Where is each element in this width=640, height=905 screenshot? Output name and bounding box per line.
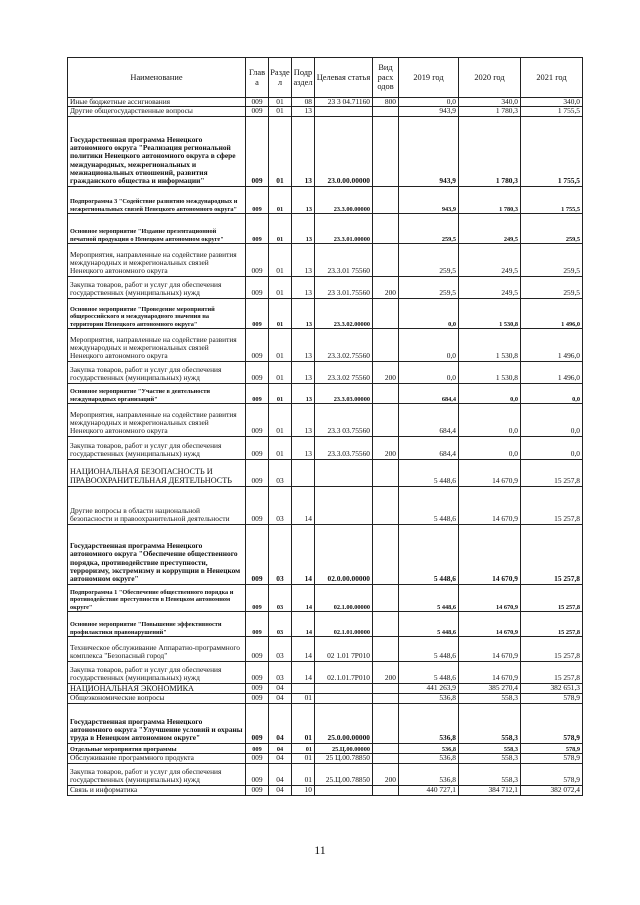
table-row bbox=[68, 683, 583, 693]
table-body bbox=[68, 98, 583, 796]
cell-2020: 249,5 bbox=[459, 276, 521, 298]
header-article: Целевая статья bbox=[315, 58, 373, 98]
cell-name: Закупка товаров, работ и услуг для обеспечения государственных (муниципальных) нужд bbox=[68, 661, 246, 683]
budget-table bbox=[67, 57, 583, 796]
cell-name: Отдельные мероприятия программы bbox=[68, 743, 246, 753]
cell-2020: 14 670,9 bbox=[459, 611, 521, 636]
cell-2020: 0,0 bbox=[459, 383, 521, 403]
cell-podrazdel: 13 bbox=[292, 298, 315, 328]
cell-2019: 943,9 bbox=[399, 116, 459, 186]
cell-razdel: 03 bbox=[269, 636, 292, 661]
table-row bbox=[68, 753, 583, 763]
cell-name: Основное мероприятие "Участие в деятельности международных организаций" bbox=[68, 383, 246, 403]
cell-name: Связь и информатика bbox=[68, 785, 246, 795]
cell-article: 23.3.02.75560 bbox=[315, 328, 373, 361]
cell-razdel: 04 bbox=[269, 743, 292, 753]
cell-name: Обслуживание программного продукта bbox=[68, 753, 246, 763]
header-2021: 2021 год bbox=[521, 58, 583, 98]
cell-podrazdel: 08 bbox=[292, 98, 315, 107]
cell-2019: 536,8 bbox=[399, 693, 459, 703]
table-row bbox=[68, 107, 583, 116]
cell-2019: 5 448,6 bbox=[399, 661, 459, 683]
cell-2021: 1 496,0 bbox=[521, 328, 583, 361]
cell-2019: 0,0 bbox=[399, 361, 459, 383]
cell-name: НАЦИОНАЛЬНАЯ БЕЗОПАСНОСТЬ И ПРАВООХРАНИТЕЛЬНАЯ ДЕЯТЕЛЬНОСТЬ bbox=[68, 459, 246, 486]
cell-article bbox=[315, 693, 373, 703]
cell-2020: 249,5 bbox=[459, 213, 521, 243]
cell-glava: 009 bbox=[246, 743, 269, 753]
cell-article: 02.1.01.00000 bbox=[315, 611, 373, 636]
cell-podrazdel: 01 bbox=[292, 693, 315, 703]
cell-name: Государственная программа Ненецкого автономного округа "Реализация региональной политики Ненецкого автономного округа в сфере международных, межрегиональных и межнациональных отношений, развития гражданского общества и информации" bbox=[68, 116, 246, 186]
table-row bbox=[68, 213, 583, 243]
cell-2021: 15 257,8 bbox=[521, 486, 583, 524]
cell-glava: 009 bbox=[246, 361, 269, 383]
table-row bbox=[68, 636, 583, 661]
cell-name: Другие вопросы в области национальной безопасности и правоохранительной деятельности bbox=[68, 486, 246, 524]
cell-glava: 009 bbox=[246, 661, 269, 683]
cell-2019: 536,8 bbox=[399, 753, 459, 763]
budget-page bbox=[67, 57, 582, 796]
table-row bbox=[68, 298, 583, 328]
cell-2020: 385 270,4 bbox=[459, 683, 521, 693]
cell-glava: 009 bbox=[246, 636, 269, 661]
cell-2020: 340,0 bbox=[459, 98, 521, 107]
cell-article: 23.3.03.00000 bbox=[315, 383, 373, 403]
cell-2021: 1 755,5 bbox=[521, 186, 583, 213]
cell-glava: 009 bbox=[246, 243, 269, 276]
cell-vid bbox=[373, 611, 399, 636]
cell-glava: 009 bbox=[246, 459, 269, 486]
cell-article: 02.1.01.7Р010 bbox=[315, 661, 373, 683]
cell-article bbox=[315, 486, 373, 524]
cell-podrazdel: 01 bbox=[292, 763, 315, 785]
cell-vid bbox=[373, 116, 399, 186]
table-row bbox=[68, 361, 583, 383]
cell-2019: 943,9 bbox=[399, 186, 459, 213]
cell-vid: 200 bbox=[373, 361, 399, 383]
cell-glava: 009 bbox=[246, 213, 269, 243]
cell-podrazdel: 13 bbox=[292, 383, 315, 403]
cell-2020: 558,3 bbox=[459, 743, 521, 753]
cell-podrazdel: 01 bbox=[292, 753, 315, 763]
table-row bbox=[68, 116, 583, 186]
header-podrazdel: Подр аздел bbox=[292, 58, 315, 98]
cell-vid: 800 bbox=[373, 98, 399, 107]
cell-article: 23.3.02 75560 bbox=[315, 361, 373, 383]
cell-2020: 14 670,9 bbox=[459, 524, 521, 584]
cell-glava: 009 bbox=[246, 403, 269, 436]
table-row bbox=[68, 459, 583, 486]
cell-name: Другие общегосударственные вопросы bbox=[68, 107, 246, 116]
cell-2019: 684,4 bbox=[399, 383, 459, 403]
cell-razdel: 04 bbox=[269, 753, 292, 763]
cell-article: 25.0.00.00000 bbox=[315, 703, 373, 743]
cell-2020: 384 712,1 bbox=[459, 785, 521, 795]
cell-name: Закупка товаров, работ и услуг для обеспечения государственных (муниципальных) нужд bbox=[68, 436, 246, 459]
cell-name: Техническое обслуживание Аппаратно-программного комплекса "Безопасный город" bbox=[68, 636, 246, 661]
cell-2020: 0,0 bbox=[459, 403, 521, 436]
cell-razdel: 01 bbox=[269, 98, 292, 107]
cell-2021: 15 257,8 bbox=[521, 524, 583, 584]
table-row bbox=[68, 524, 583, 584]
cell-podrazdel: 13 bbox=[292, 436, 315, 459]
cell-razdel: 01 bbox=[269, 243, 292, 276]
cell-article: 23.3.01 75560 bbox=[315, 243, 373, 276]
cell-vid bbox=[373, 524, 399, 584]
cell-vid bbox=[373, 683, 399, 693]
cell-vid bbox=[373, 584, 399, 611]
cell-glava: 009 bbox=[246, 763, 269, 785]
cell-podrazdel: 10 bbox=[292, 785, 315, 795]
cell-2020: 14 670,9 bbox=[459, 661, 521, 683]
table-row bbox=[68, 186, 583, 213]
cell-2020: 14 670,9 bbox=[459, 636, 521, 661]
cell-glava: 009 bbox=[246, 584, 269, 611]
table-row bbox=[68, 763, 583, 785]
cell-glava: 009 bbox=[246, 116, 269, 186]
cell-vid bbox=[373, 186, 399, 213]
cell-2021: 382 072,4 bbox=[521, 785, 583, 795]
table-row bbox=[68, 743, 583, 753]
table-row bbox=[68, 98, 583, 107]
table-row bbox=[68, 486, 583, 524]
cell-podrazdel: 14 bbox=[292, 636, 315, 661]
cell-article bbox=[315, 107, 373, 116]
cell-glava: 009 bbox=[246, 328, 269, 361]
header-razdel: Разде л bbox=[269, 58, 292, 98]
cell-name: Государственная программа Ненецкого автономного округа "Улучшение условий и охраны труда в Ненецком автономном округе" bbox=[68, 703, 246, 743]
cell-razdel: 03 bbox=[269, 486, 292, 524]
cell-2021: 15 257,8 bbox=[521, 611, 583, 636]
cell-vid bbox=[373, 403, 399, 436]
cell-vid bbox=[373, 486, 399, 524]
cell-2021: 1 496,0 bbox=[521, 361, 583, 383]
cell-vid bbox=[373, 693, 399, 703]
table-row bbox=[68, 703, 583, 743]
cell-glava: 009 bbox=[246, 753, 269, 763]
cell-2020: 1 780,3 bbox=[459, 107, 521, 116]
cell-razdel: 01 bbox=[269, 276, 292, 298]
cell-razdel: 01 bbox=[269, 107, 292, 116]
table-row bbox=[68, 276, 583, 298]
cell-vid bbox=[373, 328, 399, 361]
table-row bbox=[68, 611, 583, 636]
cell-2020: 14 670,9 bbox=[459, 486, 521, 524]
cell-2019: 5 448,6 bbox=[399, 611, 459, 636]
cell-razdel: 03 bbox=[269, 524, 292, 584]
cell-razdel: 04 bbox=[269, 683, 292, 693]
cell-2020: 558,3 bbox=[459, 763, 521, 785]
table-row bbox=[68, 436, 583, 459]
cell-podrazdel: 13 bbox=[292, 328, 315, 361]
cell-razdel: 01 bbox=[269, 361, 292, 383]
cell-razdel: 01 bbox=[269, 403, 292, 436]
cell-name: Закупка товаров, работ и услуг для обеспечения государственных (муниципальных) нужд bbox=[68, 361, 246, 383]
cell-glava: 009 bbox=[246, 186, 269, 213]
cell-2020: 14 670,9 bbox=[459, 459, 521, 486]
cell-2020: 1 530,8 bbox=[459, 361, 521, 383]
cell-podrazdel: 13 bbox=[292, 107, 315, 116]
cell-2019: 5 448,6 bbox=[399, 636, 459, 661]
cell-podrazdel: 13 bbox=[292, 276, 315, 298]
cell-article: 25.Ц.00.78850 bbox=[315, 763, 373, 785]
table-row bbox=[68, 693, 583, 703]
cell-glava: 009 bbox=[246, 98, 269, 107]
cell-glava: 009 bbox=[246, 276, 269, 298]
cell-vid bbox=[373, 703, 399, 743]
cell-2019: 0,0 bbox=[399, 328, 459, 361]
cell-vid bbox=[373, 107, 399, 116]
cell-razdel: 01 bbox=[269, 383, 292, 403]
cell-podrazdel: 14 bbox=[292, 486, 315, 524]
header-2020: 2020 год bbox=[459, 58, 521, 98]
cell-article: 23.3.03.75560 bbox=[315, 436, 373, 459]
cell-article: 23.0.00.00000 bbox=[315, 116, 373, 186]
cell-podrazdel: 13 bbox=[292, 116, 315, 186]
cell-article: 23.3.02.00000 bbox=[315, 298, 373, 328]
cell-2019: 0,0 bbox=[399, 98, 459, 107]
cell-2021: 578,9 bbox=[521, 693, 583, 703]
cell-2020: 249,5 bbox=[459, 243, 521, 276]
cell-article: 25 Ц.00.78850 bbox=[315, 753, 373, 763]
cell-2020: 14 670,9 bbox=[459, 584, 521, 611]
cell-razdel: 03 bbox=[269, 611, 292, 636]
cell-podrazdel: 13 bbox=[292, 186, 315, 213]
cell-podrazdel: 14 bbox=[292, 584, 315, 611]
cell-glava: 009 bbox=[246, 107, 269, 116]
cell-razdel: 04 bbox=[269, 763, 292, 785]
table-row bbox=[68, 661, 583, 683]
cell-2019: 259,5 bbox=[399, 243, 459, 276]
table-row bbox=[68, 403, 583, 436]
cell-article bbox=[315, 785, 373, 795]
table-row bbox=[68, 243, 583, 276]
cell-article: 23 3 04.71160 bbox=[315, 98, 373, 107]
cell-name: НАЦИОНАЛЬНАЯ ЭКОНОМИКА bbox=[68, 683, 246, 693]
cell-2021: 15 257,8 bbox=[521, 661, 583, 683]
cell-podrazdel: 13 bbox=[292, 213, 315, 243]
cell-article bbox=[315, 683, 373, 693]
cell-2019: 536,8 bbox=[399, 703, 459, 743]
cell-2021: 259,5 bbox=[521, 213, 583, 243]
cell-name: Общеэкономические вопросы bbox=[68, 693, 246, 703]
cell-article: 23.3.00.00000 bbox=[315, 186, 373, 213]
cell-glava: 009 bbox=[246, 785, 269, 795]
cell-podrazdel: 13 bbox=[292, 361, 315, 383]
cell-2019: 684,4 bbox=[399, 403, 459, 436]
cell-razdel: 04 bbox=[269, 785, 292, 795]
cell-article: 02.0.00.00000 bbox=[315, 524, 373, 584]
cell-2021: 578,9 bbox=[521, 763, 583, 785]
cell-glava: 009 bbox=[246, 436, 269, 459]
cell-name: Подпрограмма 3 "Содействие развитию международных и межрегиональных связей Ненецкого автономного округа" bbox=[68, 186, 246, 213]
cell-2021: 340,0 bbox=[521, 98, 583, 107]
cell-2020: 1 780,3 bbox=[459, 186, 521, 213]
cell-article: 23 3.01.75560 bbox=[315, 276, 373, 298]
cell-glava: 009 bbox=[246, 383, 269, 403]
cell-razdel: 01 bbox=[269, 213, 292, 243]
cell-2021: 0,0 bbox=[521, 436, 583, 459]
cell-vid bbox=[373, 383, 399, 403]
cell-2021: 259,5 bbox=[521, 276, 583, 298]
cell-glava: 009 bbox=[246, 683, 269, 693]
cell-2019: 5 448,6 bbox=[399, 584, 459, 611]
cell-2019: 5 448,6 bbox=[399, 459, 459, 486]
cell-razdel: 03 bbox=[269, 661, 292, 683]
cell-razdel: 03 bbox=[269, 459, 292, 486]
cell-vid: 200 bbox=[373, 436, 399, 459]
cell-2021: 1 755,5 bbox=[521, 116, 583, 186]
cell-2021: 259,5 bbox=[521, 243, 583, 276]
cell-name: Иные бюджетные ассигнования bbox=[68, 98, 246, 107]
cell-glava: 009 bbox=[246, 611, 269, 636]
cell-razdel: 01 bbox=[269, 328, 292, 361]
cell-2020: 1 530,8 bbox=[459, 328, 521, 361]
cell-2021: 1 496,0 bbox=[521, 298, 583, 328]
header-name: Наименование bbox=[68, 58, 246, 98]
cell-vid bbox=[373, 298, 399, 328]
cell-2021: 382 651,3 bbox=[521, 683, 583, 693]
cell-podrazdel bbox=[292, 459, 315, 486]
cell-vid bbox=[373, 243, 399, 276]
cell-2019: 441 263,9 bbox=[399, 683, 459, 693]
cell-name: Подпрограмма 1 "Обеспечение общественного порядка и противодействие преступности в Ненецком автономном округе" bbox=[68, 584, 246, 611]
cell-vid bbox=[373, 459, 399, 486]
cell-name: Основное мероприятие "Проведение мероприятий общероссийского и международного значения на территории Ненецкого автономного округа" bbox=[68, 298, 246, 328]
cell-name: Основное мероприятие "Издание презентационной печатной продукции о Ненецком автономном округе" bbox=[68, 213, 246, 243]
cell-name: Государственная программа Ненецкого автономного округа "Обеспечение общественного порядка, противодействие преступности, терроризму, экстремизму и коррупции в Ненецком автономном округе" bbox=[68, 524, 246, 584]
cell-podrazdel: 14 bbox=[292, 524, 315, 584]
cell-2020: 558,3 bbox=[459, 703, 521, 743]
cell-vid bbox=[373, 785, 399, 795]
cell-article: 23.3.01.00000 bbox=[315, 213, 373, 243]
cell-2019: 5 448,6 bbox=[399, 486, 459, 524]
header-vid: Вид расх одов bbox=[373, 58, 399, 98]
table-row bbox=[68, 584, 583, 611]
cell-name: Основное мероприятие "Повышение эффективности профилактики правонарушений" bbox=[68, 611, 246, 636]
cell-2021: 15 257,8 bbox=[521, 584, 583, 611]
cell-razdel: 04 bbox=[269, 693, 292, 703]
cell-2020: 1 780,3 bbox=[459, 116, 521, 186]
cell-razdel: 01 bbox=[269, 186, 292, 213]
cell-name: Закупка товаров, работ и услуг для обеспечения государственных (муниципальных) нужд bbox=[68, 763, 246, 785]
table-row bbox=[68, 328, 583, 361]
cell-2019: 259,5 bbox=[399, 276, 459, 298]
cell-podrazdel bbox=[292, 683, 315, 693]
cell-razdel: 01 bbox=[269, 436, 292, 459]
cell-2021: 15 257,8 bbox=[521, 459, 583, 486]
cell-2020: 558,3 bbox=[459, 693, 521, 703]
cell-2019: 259,5 bbox=[399, 213, 459, 243]
cell-2019: 440 727,1 bbox=[399, 785, 459, 795]
cell-podrazdel: 01 bbox=[292, 703, 315, 743]
header-2019: 2019 год bbox=[399, 58, 459, 98]
cell-podrazdel: 13 bbox=[292, 403, 315, 436]
cell-glava: 009 bbox=[246, 524, 269, 584]
cell-name: Мероприятия, направленные на содействие развития международных и межрегиональных связей Ненецкого автономного округа bbox=[68, 328, 246, 361]
cell-podrazdel: 01 bbox=[292, 743, 315, 753]
page-number: 11 bbox=[314, 843, 326, 857]
cell-2021: 578,9 bbox=[521, 743, 583, 753]
cell-2021: 578,9 bbox=[521, 703, 583, 743]
cell-vid bbox=[373, 636, 399, 661]
cell-vid bbox=[373, 743, 399, 753]
cell-2021: 15 257,8 bbox=[521, 636, 583, 661]
cell-article: 23.3 03.75560 bbox=[315, 403, 373, 436]
cell-name: Закупка товаров, работ и услуг для обеспечения государственных (муниципальных) нужд bbox=[68, 276, 246, 298]
cell-vid: 200 bbox=[373, 661, 399, 683]
cell-razdel: 04 bbox=[269, 703, 292, 743]
cell-2019: 0,0 bbox=[399, 298, 459, 328]
cell-name: Мероприятия, направленные на содействие развития международных и межрегиональных связей Ненецкого автономного округа bbox=[68, 403, 246, 436]
cell-2020: 0,0 bbox=[459, 436, 521, 459]
cell-2019: 943,9 bbox=[399, 107, 459, 116]
cell-glava: 009 bbox=[246, 703, 269, 743]
cell-razdel: 01 bbox=[269, 116, 292, 186]
cell-glava: 009 bbox=[246, 486, 269, 524]
cell-glava: 009 bbox=[246, 693, 269, 703]
cell-2021: 578,9 bbox=[521, 753, 583, 763]
cell-name: Мероприятия, направленные на содействие развития международных и межрегиональных связей Ненецкого автономного округа bbox=[68, 243, 246, 276]
header-row bbox=[68, 58, 583, 98]
cell-podrazdel: 14 bbox=[292, 661, 315, 683]
cell-2021: 0,0 bbox=[521, 403, 583, 436]
cell-2021: 0,0 bbox=[521, 383, 583, 403]
table-row bbox=[68, 383, 583, 403]
table-row bbox=[68, 785, 583, 795]
cell-2019: 5 448,6 bbox=[399, 524, 459, 584]
cell-2019: 536,8 bbox=[399, 743, 459, 753]
cell-vid bbox=[373, 213, 399, 243]
cell-2020: 558,3 bbox=[459, 753, 521, 763]
cell-2019: 536,8 bbox=[399, 763, 459, 785]
cell-vid bbox=[373, 753, 399, 763]
cell-article: 02 1.01 7Р010 bbox=[315, 636, 373, 661]
cell-2019: 684,4 bbox=[399, 436, 459, 459]
cell-vid: 200 bbox=[373, 763, 399, 785]
cell-vid: 200 bbox=[373, 276, 399, 298]
cell-2021: 1 755,5 bbox=[521, 107, 583, 116]
header-glava: Глав а bbox=[246, 58, 269, 98]
cell-2020: 1 530,8 bbox=[459, 298, 521, 328]
cell-razdel: 01 bbox=[269, 298, 292, 328]
cell-razdel: 03 bbox=[269, 584, 292, 611]
cell-article bbox=[315, 459, 373, 486]
cell-podrazdel: 13 bbox=[292, 243, 315, 276]
cell-article: 02.1.00.00000 bbox=[315, 584, 373, 611]
cell-podrazdel: 14 bbox=[292, 611, 315, 636]
cell-article: 25.Ц.00.00000 bbox=[315, 743, 373, 753]
cell-glava: 009 bbox=[246, 298, 269, 328]
